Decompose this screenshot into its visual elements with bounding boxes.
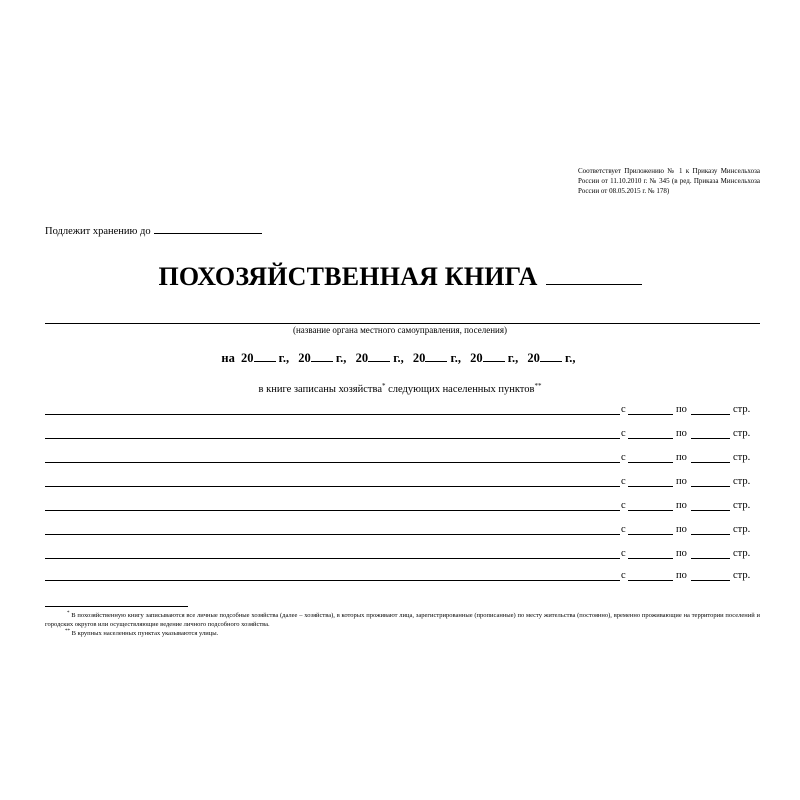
to-page-field[interactable] [691, 438, 730, 439]
settlement-row [45, 449, 760, 465]
settlement-row [45, 521, 760, 537]
pages-label: стр. [733, 428, 751, 439]
years-prefix: на [221, 351, 235, 365]
footnote-marker-1: * [382, 382, 386, 390]
settlement-name-field[interactable] [45, 486, 620, 487]
footnote-1: * В похозяйственную книгу записываются все личные подсобные хозяйства (далее – хозяйства), в которых проживают лица, зарегистрированные (прописанные) по месту жительства (постоянно), временно проживающие на территории поселений и городских округов или осуществляющие ведение личного подсобного хозяйства. [45, 611, 760, 628]
storage-date-field[interactable] [154, 224, 262, 234]
to-label: по [676, 452, 687, 463]
from-label: с [621, 476, 626, 487]
from-label: с [621, 500, 626, 511]
year-item: 20 г., [298, 351, 347, 365]
footnote-marker-2: ** [534, 382, 542, 390]
to-page-field[interactable] [691, 414, 730, 415]
storage-label: Подлежит хранению до [45, 226, 151, 237]
from-label: с [621, 524, 626, 535]
title-text: ПОХОЗЯЙСТВЕННАЯ КНИГА [158, 262, 538, 291]
from-label: с [621, 548, 626, 559]
pages-label: стр. [733, 452, 751, 463]
settlement-row [45, 497, 760, 513]
to-page-field[interactable] [691, 486, 730, 487]
years-line [0, 351, 800, 366]
year-item: 20 г., [527, 351, 576, 365]
from-page-field[interactable] [628, 580, 673, 581]
footnote-2: ** В крупных населенных пунктах указываются улицы. [65, 629, 219, 637]
storage-period [45, 224, 262, 237]
settlement-name-field[interactable] [45, 534, 620, 535]
footnotes [45, 611, 760, 638]
from-page-field[interactable] [628, 486, 673, 487]
settlement-name-field[interactable] [45, 510, 620, 511]
pages-label: стр. [733, 570, 751, 581]
settlement-name-field[interactable] [45, 580, 620, 581]
settlement-name-field[interactable] [45, 438, 620, 439]
to-page-field[interactable] [691, 510, 730, 511]
legal-reference: Соответствует Приложению № 1 к Приказу Минсельхоза России от 11.10.2010 г. № 345 (в ред. Приказа Минсельхоза России от 08.05.2015 г. № 178) [578, 167, 760, 195]
settlement-row [45, 401, 760, 417]
footnote-divider [45, 606, 188, 607]
settlement-row [45, 425, 760, 441]
year-item: 20 г., [412, 351, 461, 365]
to-label: по [676, 570, 687, 581]
from-page-field[interactable] [628, 438, 673, 439]
year-item: 20 г., [470, 351, 519, 365]
settlement-row [45, 545, 760, 561]
year-field[interactable] [368, 351, 390, 362]
settlement-name-field[interactable] [45, 414, 620, 415]
settlement-name-field[interactable] [45, 558, 620, 559]
year-field[interactable] [483, 351, 505, 362]
pages-label: стр. [733, 404, 751, 415]
pages-label: стр. [733, 548, 751, 559]
to-label: по [676, 500, 687, 511]
book-number-field[interactable] [546, 264, 642, 285]
to-label: по [676, 428, 687, 439]
to-label: по [676, 404, 687, 415]
to-page-field[interactable] [691, 558, 730, 559]
subtitle-text: в книге записаны хозяйства [258, 384, 382, 395]
organization-caption: (название органа местного самоуправления, поселения) [292, 325, 508, 335]
year-field[interactable] [540, 351, 562, 362]
from-label: с [621, 452, 626, 463]
to-label: по [676, 476, 687, 487]
from-label: с [621, 404, 626, 415]
organization-name-field[interactable] [45, 323, 760, 324]
to-label: по [676, 524, 687, 535]
from-page-field[interactable] [628, 462, 673, 463]
year-item: 20 г., [355, 351, 404, 365]
from-page-field[interactable] [628, 414, 673, 415]
settlement-name-field[interactable] [45, 462, 620, 463]
year-field[interactable] [311, 351, 333, 362]
document-title [0, 262, 800, 292]
from-page-field[interactable] [628, 510, 673, 511]
year-field[interactable] [254, 351, 276, 362]
year-item: 20 г., [241, 351, 290, 365]
pages-label: стр. [733, 500, 751, 511]
settlement-row [45, 567, 760, 583]
from-label: с [621, 570, 626, 581]
to-page-field[interactable] [691, 580, 730, 581]
pages-label: стр. [733, 524, 751, 535]
pages-label: стр. [733, 476, 751, 487]
to-page-field[interactable] [691, 534, 730, 535]
from-page-field[interactable] [628, 558, 673, 559]
settlements-subtitle [0, 384, 800, 395]
from-label: с [621, 428, 626, 439]
from-page-field[interactable] [628, 534, 673, 535]
subtitle-text-continued: следующих населенных пунктов [385, 384, 535, 395]
to-label: по [676, 548, 687, 559]
year-field[interactable] [425, 351, 447, 362]
settlement-row [45, 473, 760, 489]
to-page-field[interactable] [691, 462, 730, 463]
